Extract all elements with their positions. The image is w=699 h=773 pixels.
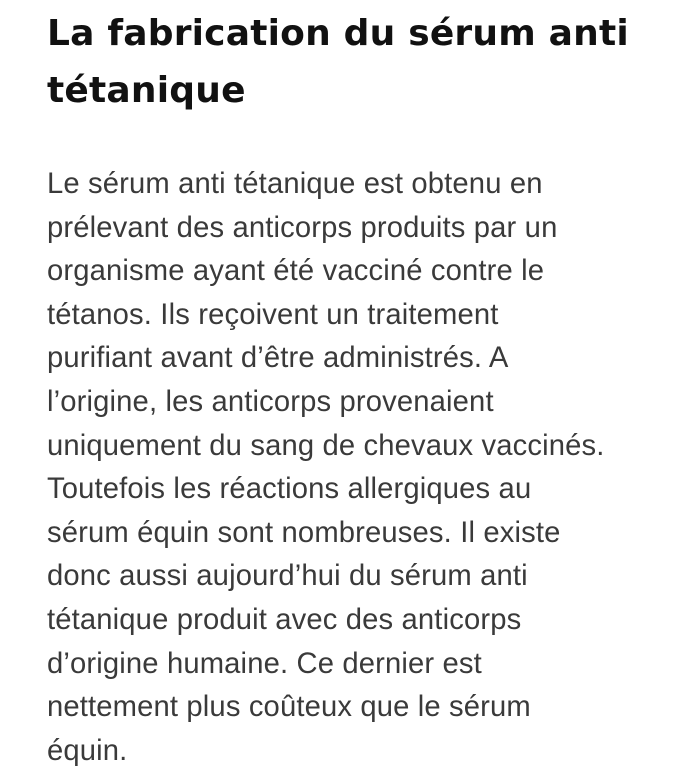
body-line: tétanique produit avec des anticorps	[47, 603, 522, 636]
body-line: l’origine, les anticorps provenaient	[47, 385, 494, 418]
article	[47, 0, 667, 773]
body-line: nettement plus coûteux que le sérum	[47, 691, 531, 724]
body-line: Le sérum anti tétanique est obtenu en	[47, 168, 543, 200]
body-line: donc aussi aujourd’hui du sérum anti	[47, 560, 528, 593]
article-body	[47, 119, 667, 773]
title-line: tétanique	[47, 70, 246, 111]
title-line: La fabrication du sérum anti	[47, 13, 629, 54]
body-line: tétanos. Ils reçoivent un traitement	[47, 298, 499, 331]
body-line: Toutefois les réactions allergiques au	[47, 473, 532, 506]
article-title	[47, 0, 667, 119]
body-line: équin.	[47, 734, 128, 767]
body-line: organisme ayant été vacciné contre le	[47, 255, 545, 288]
body-line: d’origine humaine. Ce dernier est	[47, 647, 482, 680]
body-line: uniquement du sang de chevaux vaccinés.	[47, 429, 605, 462]
body-line: prélevant des anticorps produits par un	[47, 211, 558, 244]
body-line: sérum équin sont nombreuses. Il existe	[47, 516, 561, 549]
body-line: purifiant avant d’être administrés. A	[47, 342, 509, 375]
